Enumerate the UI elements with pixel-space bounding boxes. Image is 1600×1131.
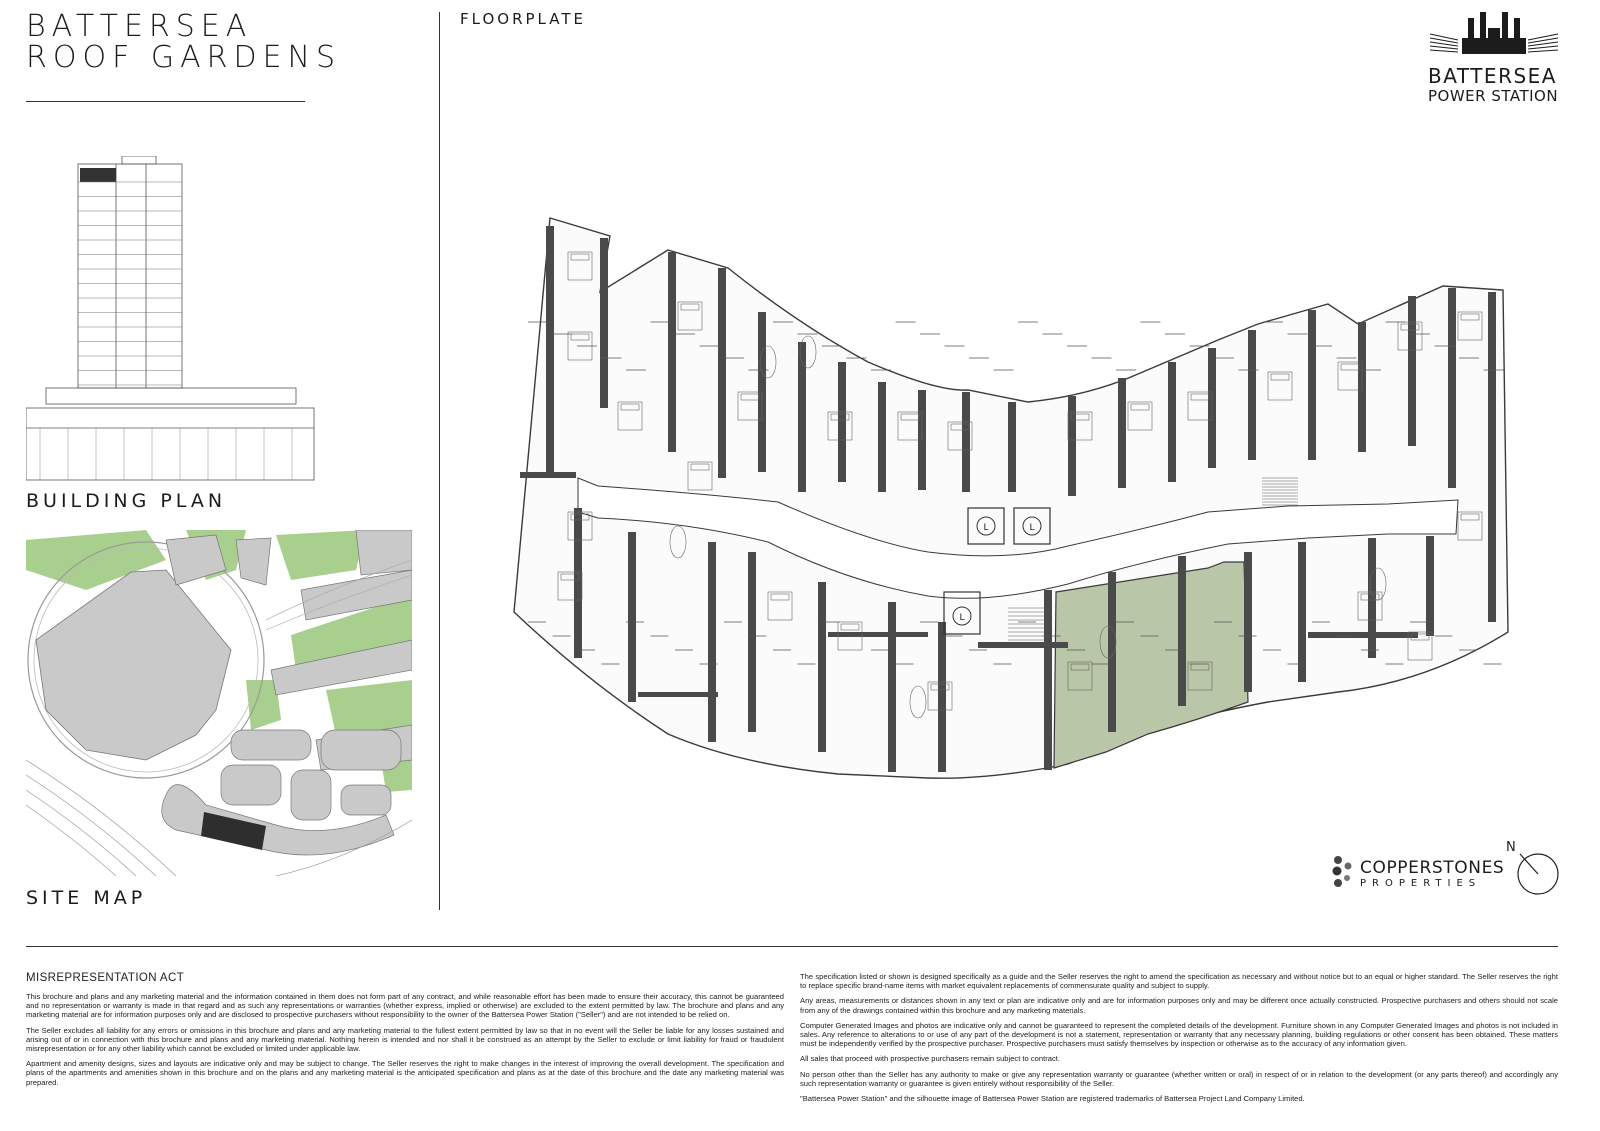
copperstones-logo	[1330, 854, 1510, 894]
legal-paragraph: This brochure and plans and any marketing material and the information contained in them does not form part of any contract, and while reasonable effort has been made to ensure their accuracy, this cannot be guaranteed and no representation or warranty is made in that regard and as such any representations or warranties (whether express, implied or otherwise) are excluded to the extent permitted by law. The brochure and plans and any marketing material are for information purposes only and are disclosed to prospective purchasers without responsibility to the owner of the Battersea Power Station ("Seller") and are not intended to be relied on.	[26, 992, 784, 1020]
highlighted-apartment	[1054, 562, 1248, 768]
compass-icon	[1506, 842, 1562, 898]
footer-divider	[26, 946, 1558, 947]
agent-name-line-1: COPPERSTONES	[1360, 858, 1505, 878]
floorplate-drawing	[508, 212, 1516, 790]
title-line-1: BATTERSEA	[26, 9, 253, 44]
building-elevation-drawing	[26, 156, 316, 482]
vertical-divider	[439, 12, 440, 910]
legal-paragraph: Apartment and amenity designs, sizes and layouts are indicative only and may be subject to change. The Seller reserves the right to make changes in the interest of improving the overall development. The specification and plans of the apartments and amenities shown in this brochure and on the plans and any marketing material is the anticipated specification and plans as at the date of this brochure and the date any marketing material was prepared.	[26, 1059, 784, 1087]
svg-text:L: L	[983, 523, 989, 533]
power-station-silhouette-icon	[1428, 8, 1560, 58]
legal-left-column	[26, 972, 784, 1093]
legal-paragraph: "Battersea Power Station" and the silhouette image of Battersea Power Station are registered trademarks of Battersea Project Land Company Limited.	[800, 1094, 1305, 1104]
svg-text:L: L	[1029, 523, 1035, 533]
north-compass	[1506, 842, 1562, 898]
site-map-label: SITE MAP	[26, 887, 147, 909]
copperstones-mark-icon	[1330, 854, 1356, 890]
legal-paragraph: No person other than the Seller has any authority to make or give any representation warranty or guarantee (whether written or oral) in respect of or in relation to the development (or any parts thereof) and accordingly any such representation warranty or guarantee is given entirely without responsibility of the Seller.	[800, 1069, 1558, 1088]
battersea-logo	[1428, 8, 1560, 106]
north-label: N	[1506, 840, 1516, 855]
brand-name-line-1: BATTERSEA	[1428, 64, 1557, 88]
legal-right-column	[800, 972, 1558, 1109]
title-underline	[26, 101, 305, 102]
highlighted-floor	[80, 168, 116, 182]
title-line-2: ROOF GARDENS	[26, 40, 342, 75]
floorplate-label: FLOORPLATE	[460, 10, 586, 28]
legal-heading: MISREPRESENTATION ACT	[26, 972, 185, 984]
legal-paragraph: Any areas, measurements or distances shown in any text or plan are indicative only and are for information purposes only and may be different once actually constructed. Prospective purchasers and others should not scale from any of the drawings contained within this brochure and any marketing materials.	[800, 996, 1558, 1015]
legal-paragraph: The specification listed or shown is designed specifically as a guide and the Seller reserves the right to amend the specification as necessary and without notice but to an equal or higher standard. The Seller reserves the right to replace specific brand-name items with market equivalent replacements of commensurate quality and subject to supply.	[800, 972, 1558, 991]
legal-paragraph: The Seller excludes all liability for any errors or omissions in this brochure and plans and any marketing material to the fullest extent permitted by law so that in no event will the Seller be liable for any losses sustained and arising out of or in connection with this brochure and plans and any marketing material. Nothing herein is intended and nor shall it be construed as an attempt by the Seller to exclude or limit liability for fraud or fraudulent misrepresentation or for any other liability which cannot be excluded or limited under applicable law.	[26, 1025, 784, 1054]
brand-name-line-2: POWER STATION	[1428, 87, 1559, 105]
legal-paragraph: All sales that proceed with prospective purchasers remain subject to contract.	[800, 1054, 1061, 1064]
svg-text:L: L	[959, 613, 965, 623]
site-map	[26, 530, 412, 876]
agent-name-line-2: PROPERTIES	[1360, 878, 1482, 889]
legal-paragraph: Computer Generated Images and photos are indicative only and cannot be guaranteed to represent the completed details of the development. Furniture shown in any Computer Generated Images and photos is not included in sales. Any reference to alterations to or use of any part of the development is not a statement, representation or warranty that any necessary planning, building regulations or other consent has been obtained. These matters must be independently verified by the prospective purchaser. Prospective purchasers must satisfy themselves by inspection or otherwise as to the accuracy of any information given.	[800, 1020, 1558, 1049]
building-plan-label: BUILDING PLAN	[26, 490, 227, 512]
